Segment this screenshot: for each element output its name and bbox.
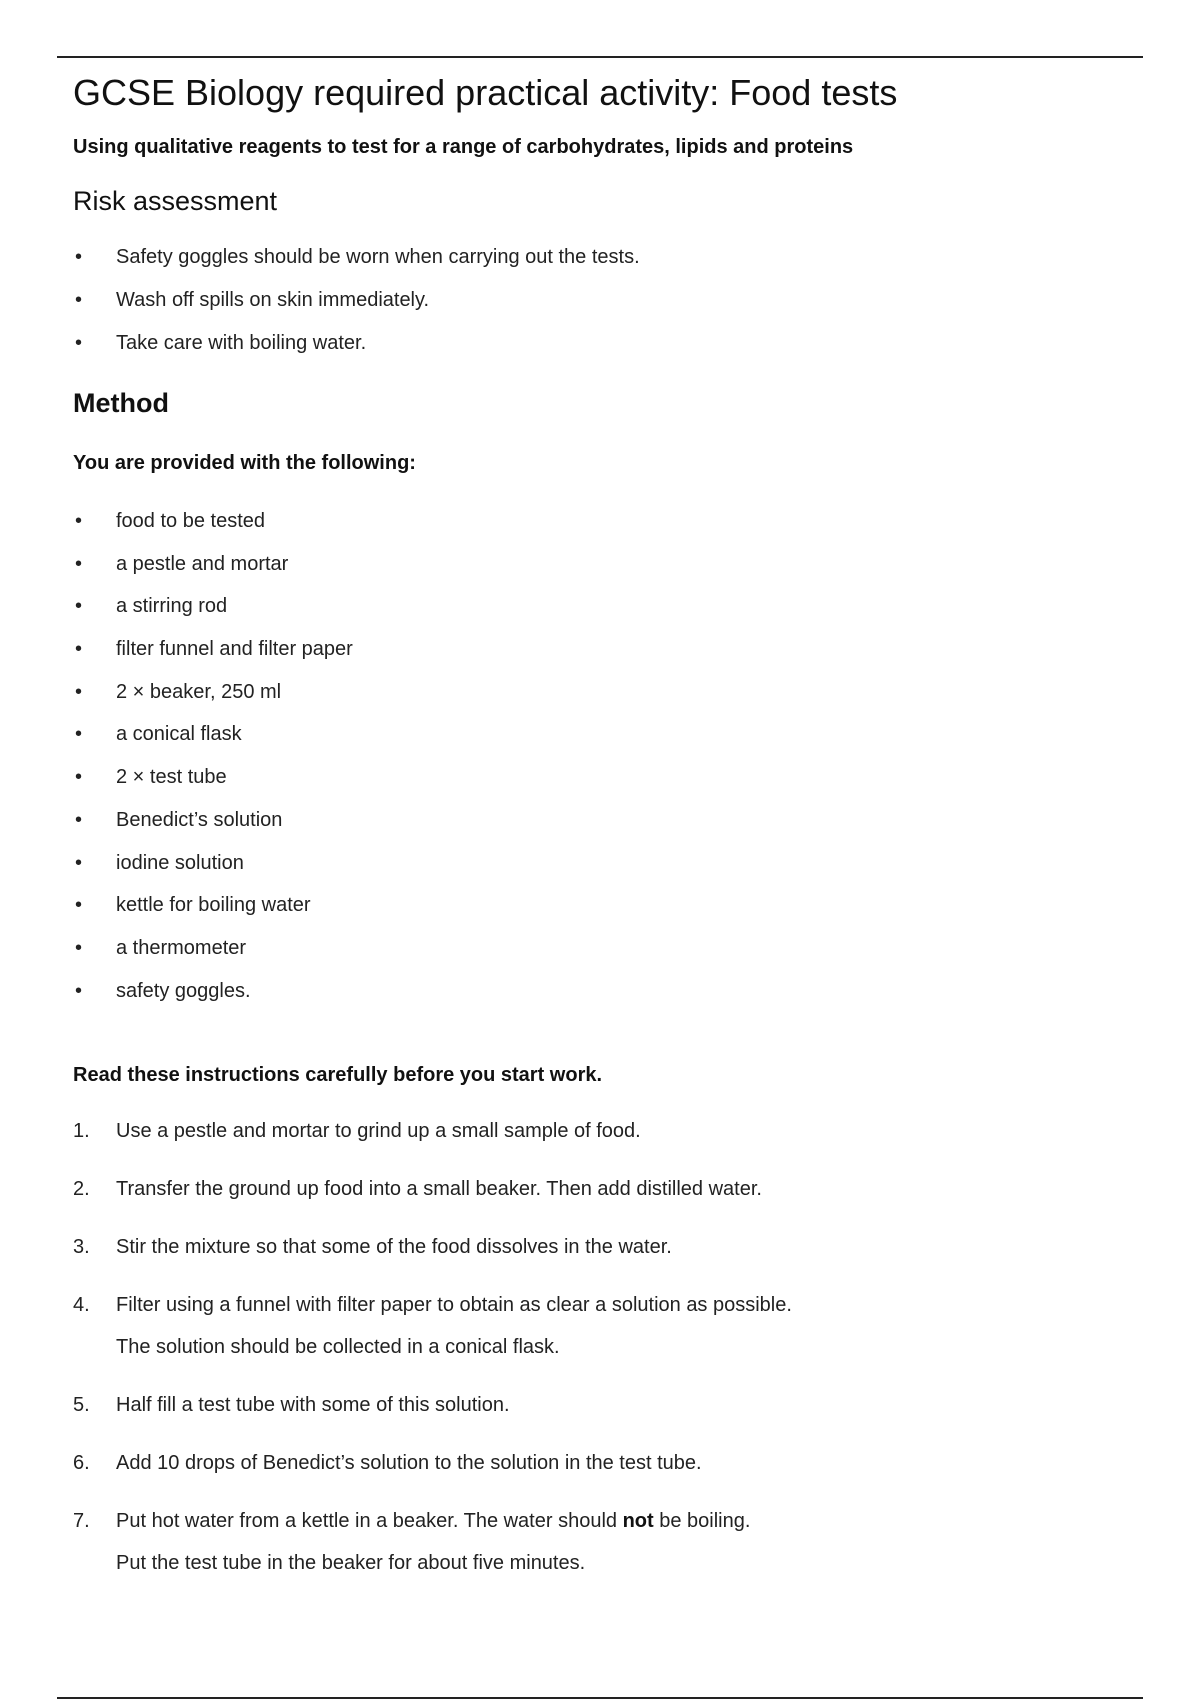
list-item [73, 551, 1133, 577]
step-item [73, 1508, 1133, 1576]
bullet-icon: • [75, 979, 83, 1002]
step-text: Filter using a funnel with filter paper to obtain as clear a solution as possible. [116, 1293, 792, 1316]
step-number: 2. [73, 1177, 90, 1200]
list-item [73, 244, 1133, 270]
bullet-icon: • [75, 332, 83, 354]
bottom-rule [57, 1697, 1143, 1699]
bullet-icon: • [75, 851, 83, 874]
emphasis-not: not [622, 1509, 654, 1532]
list-item [73, 850, 1133, 876]
list-item [73, 978, 1133, 1004]
bullet-icon: • [75, 638, 83, 661]
list-item [73, 593, 1133, 619]
list-item-text: safety goggles. [116, 979, 251, 1002]
list-item-text: food to be tested [116, 510, 266, 532]
risk-list [73, 244, 1133, 356]
step-item [73, 1292, 1133, 1360]
provided-heading: You are provided with the following: [73, 452, 416, 474]
step-item [73, 1176, 1133, 1202]
list-item-text: a pestle and mortar [116, 552, 289, 575]
step-text: Stir the mixture so that some of the food dissolves in the water. [116, 1235, 672, 1258]
list-item-text: 2 × test tube [116, 766, 227, 789]
step-item [73, 1392, 1133, 1418]
equipment-list [73, 508, 1133, 1004]
step-number: 4. [73, 1293, 90, 1316]
list-item [73, 935, 1133, 961]
list-item [73, 636, 1133, 662]
list-item-text: a thermometer [116, 936, 247, 959]
document-body [73, 70, 1133, 1608]
list-item-text: filter funnel and filter paper [116, 638, 353, 661]
step-item [73, 1118, 1133, 1144]
list-item [73, 330, 1133, 356]
step-text: Half fill a test tube with some of this solution. [116, 1393, 510, 1416]
top-rule [57, 56, 1143, 58]
bullet-icon: • [75, 552, 83, 575]
method-steps [73, 1118, 1133, 1576]
bullet-icon: • [75, 246, 83, 268]
list-item-text: iodine solution [116, 851, 244, 874]
list-item [73, 807, 1133, 833]
step-number: 6. [73, 1451, 90, 1474]
subtitle: Using qualitative reagents to test for a range of carbohydrates, lipids and proteins [73, 136, 854, 158]
step-item [73, 1234, 1133, 1260]
step-item [73, 1450, 1133, 1476]
bullet-icon: • [75, 894, 83, 917]
step-number: 3. [73, 1235, 90, 1258]
list-item [73, 764, 1133, 790]
list-item-text: Take care with boiling water. [116, 332, 367, 354]
step-text-after: be boiling. [653, 1509, 751, 1532]
bullet-icon: • [75, 510, 83, 532]
bullet-icon: • [75, 595, 83, 618]
list-item-text: Wash off spills on skin immediately. [116, 289, 430, 311]
list-item-text: 2 × beaker, 250 ml [116, 680, 282, 703]
list-item [73, 679, 1133, 705]
list-item-text: kettle for boiling water [116, 894, 311, 917]
list-item-text: Safety goggles should be worn when carrying out the tests. [116, 246, 640, 268]
list-item [73, 892, 1133, 918]
list-item-text: a stirring rod [116, 595, 228, 618]
step-text-before: Put hot water from a kettle in a beaker. The water should [116, 1509, 623, 1532]
list-item [73, 287, 1133, 313]
step-number: 5. [73, 1393, 90, 1416]
bullet-icon: • [75, 936, 83, 959]
bullet-icon: • [75, 766, 83, 789]
step-text: Use a pestle and mortar to grind up a small sample of food. [116, 1119, 641, 1142]
bullet-icon: • [75, 808, 83, 831]
step-text: Add 10 drops of Benedict’s solution to the solution in the test tube. [116, 1451, 702, 1474]
step-number: 1. [73, 1119, 90, 1142]
instructions-heading: Read these instructions carefully before you start work. [73, 1063, 603, 1086]
method-heading: Method [73, 388, 169, 418]
bullet-icon: • [75, 723, 83, 746]
step-text-continued: The solution should be collected in a conical flask. [116, 1335, 560, 1358]
bullet-icon: • [75, 289, 83, 311]
page-title: GCSE Biology required practical activity: Food tests [73, 72, 898, 113]
step-text-continued: Put the test tube in the beaker for about five minutes. [116, 1551, 586, 1574]
bullet-icon: • [75, 680, 83, 703]
list-item [73, 508, 1133, 534]
step-text: Transfer the ground up food into a small beaker. Then add distilled water. [116, 1177, 762, 1200]
list-item [73, 721, 1133, 747]
list-item-text: Benedict’s solution [116, 808, 283, 831]
step-number: 7. [73, 1509, 90, 1532]
risk-assessment-heading: Risk assessment [73, 186, 278, 216]
list-item-text: a conical flask [116, 723, 242, 746]
